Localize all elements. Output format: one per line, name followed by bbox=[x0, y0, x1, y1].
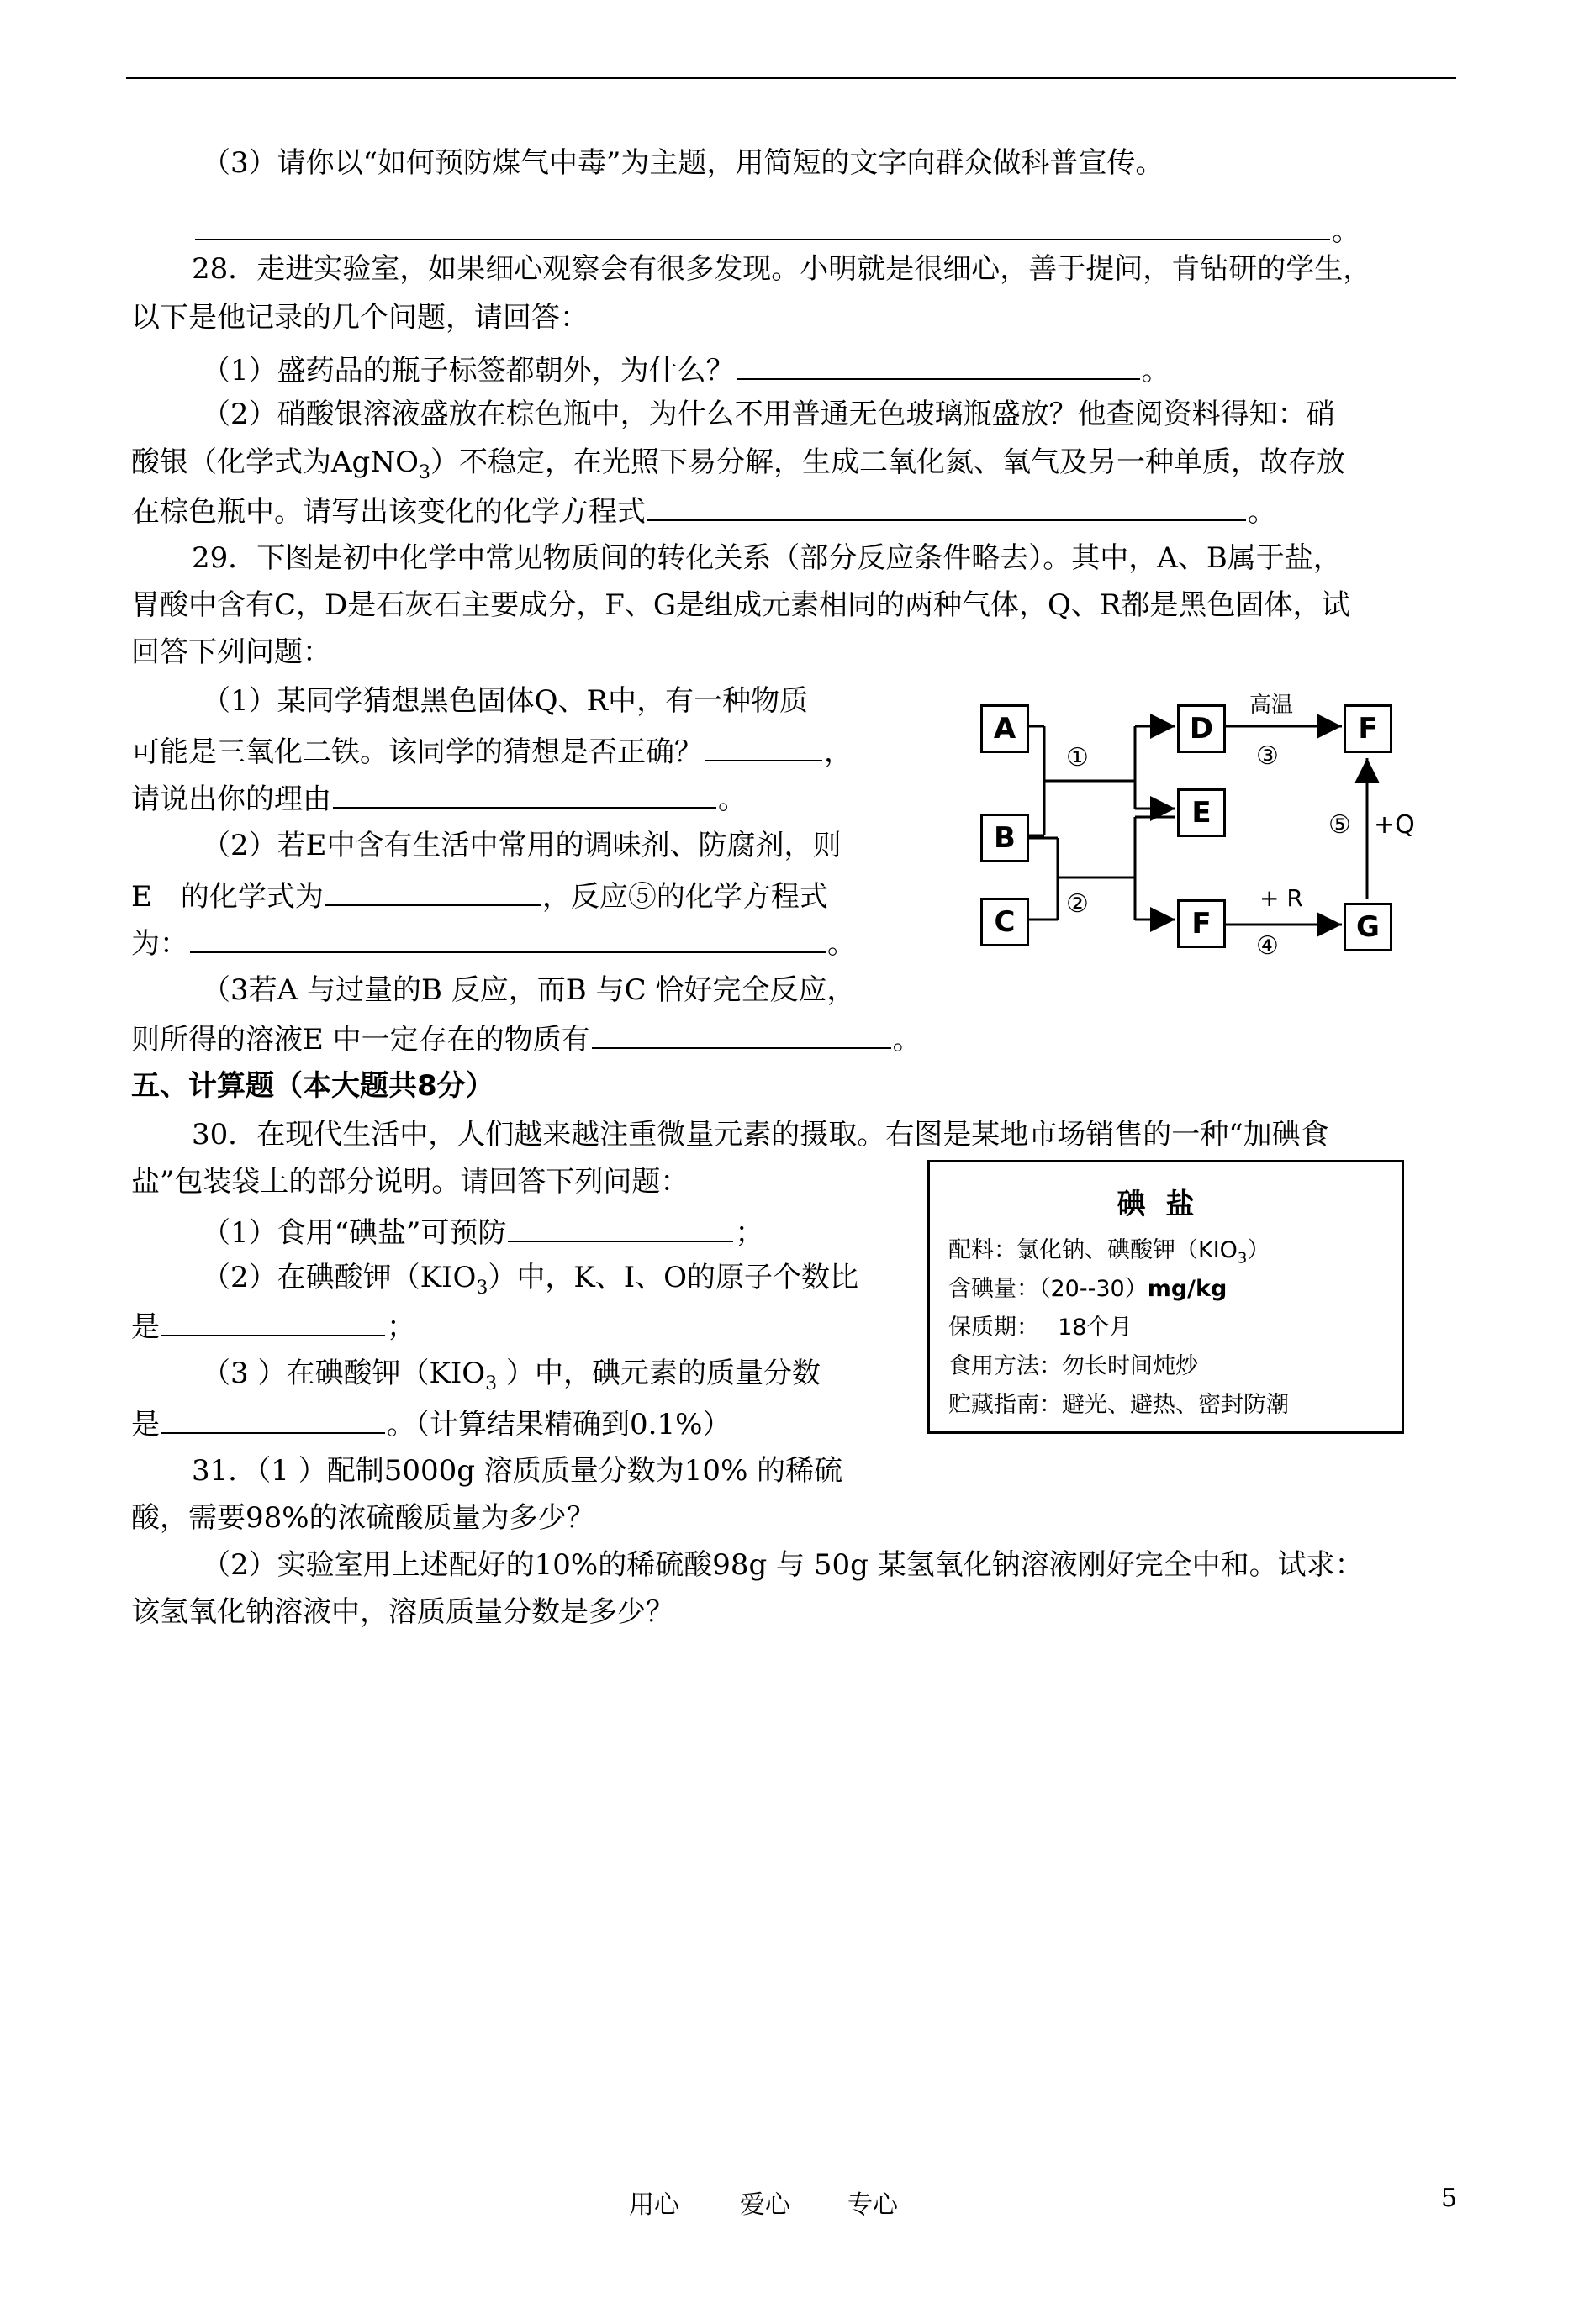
conversion-diagram bbox=[975, 682, 1421, 960]
reaction-label-4: ④ bbox=[1256, 931, 1279, 961]
salt-storage: 贮藏指南：避光、避热、密封防潮 bbox=[948, 1392, 1289, 1418]
salt-usage: 食用方法：勿长时间炖炒 bbox=[948, 1353, 1198, 1379]
question-29-1: （1）某同学猜想黑色固体Q、R中，有一种物质 bbox=[202, 684, 809, 718]
iodized-salt-label bbox=[927, 1160, 1404, 1434]
question-28-2-equation: 在棕色瓶中。请写出该变化的化学方程式 。 bbox=[131, 493, 1276, 529]
question-31-2-cont: 该氢氧化钠溶液中，溶质质量分数是多少？ bbox=[131, 1595, 674, 1629]
plus-q-label: +Q bbox=[1374, 810, 1415, 840]
question-29-stem: 29．下图是初中化学中常见物质间的转化关系（部分反应条件略去）。其中，A、B属于盐， bbox=[192, 541, 1342, 575]
footer-motto-2: 爱心 bbox=[740, 2190, 790, 2220]
diagram-node-a: A bbox=[980, 704, 1029, 753]
reaction-label-3: ③ bbox=[1256, 741, 1279, 771]
question-29-1-cont: 可能是三氧化二铁。该同学的猜想是否正确？ ， bbox=[131, 733, 853, 769]
question-29-1-reason: 请说出你的理由 。 bbox=[131, 780, 747, 816]
diagram-node-e: E bbox=[1177, 788, 1226, 837]
question-31-2: （2）实验室用上述配好的10%的稀硫酸98g 与 50g 某氢氧化钠溶液刚好完全中和。试求： bbox=[202, 1548, 1364, 1582]
question-28-2: （2）硝酸银溶液盛放在棕色瓶中，为什么不用普通无色玻璃瓶盛放？他查阅资料得知：硝 bbox=[202, 398, 1335, 431]
question-29-3: （3若A 与过量的B 反应，而B 与C 恰好完全反应， bbox=[202, 973, 856, 1007]
reaction-label-1: ① bbox=[1066, 743, 1089, 772]
diagram-node-b: B bbox=[980, 814, 1029, 862]
diagram-node-c: C bbox=[980, 898, 1029, 946]
diagram-node-d: D bbox=[1177, 704, 1226, 753]
reaction-label-2: ② bbox=[1066, 889, 1089, 919]
salt-ingredients: 配料：氯化钠、碘酸钾$(KIO_3)$ bbox=[948, 1237, 1270, 1267]
question-30-3-cont: 是 。（计算结果精确到0.1%） bbox=[131, 1405, 731, 1441]
question-30-2: （2）在碘酸钾$(KIO_3)$中，K、I、O的原子个数比 bbox=[202, 1261, 859, 1299]
question-29-2-equation: 为： 。 bbox=[131, 925, 856, 961]
question-29-2-cont: E 的化学式为 ，反应⑤的化学方程式 bbox=[131, 877, 828, 914]
diagram-node-g: G bbox=[1344, 903, 1392, 951]
salt-label-title: 碘盐 bbox=[1117, 1188, 1215, 1221]
question-31-1: 31．（1 ）配制5000g 溶质质量分数为10% 的稀硫 bbox=[192, 1454, 843, 1488]
question-28-stem-cont: 以下是他记录的几个问题，请回答： bbox=[131, 301, 589, 335]
question-27-3: （3）请你以“如何预防煤气中毒”为主题，用简短的文字向群众做科普宣传。 bbox=[202, 146, 1164, 180]
high-temp-label: 高温 bbox=[1249, 693, 1294, 718]
question-29-2: （2）若E中含有生活中常用的调味剂、防腐剂，则 bbox=[202, 829, 842, 862]
question-28-stem: 28．走进实验室，如果细心观察会有很多发现。小明就是很细心，善于提问，肯钻研的学生， bbox=[192, 252, 1372, 286]
section-five-heading: 五、计算题（本大题共8分） bbox=[131, 1069, 494, 1103]
salt-shelf-life: 保质期： 18个月 bbox=[948, 1315, 1133, 1341]
diagram-node-f-bottom: F bbox=[1177, 899, 1226, 948]
question-29-stem-end: 回答下列问题： bbox=[131, 635, 331, 669]
question-29-stem-cont: 胃酸中含有C，D是石灰石主要成分，F、G是组成元素相同的两种气体，Q、R都是黑色固体，试 bbox=[131, 588, 1350, 622]
question-29-3-cont: 则所得的溶液E 中一定存在的物质有 。 bbox=[131, 1020, 921, 1057]
question-31-1-cont: 酸，需要98%的浓硫酸质量为多少？ bbox=[131, 1501, 595, 1535]
question-30-2-cont: 是 ； bbox=[131, 1308, 415, 1344]
question-30-1: （1）食用“碘盐”可预防 ； bbox=[202, 1214, 763, 1250]
footer-motto-1: 用心 bbox=[629, 2190, 679, 2220]
answer-line-27-3: 。 bbox=[193, 212, 1360, 248]
plus-r-label: + R bbox=[1259, 884, 1303, 912]
question-30-stem-cont: 盐”包装袋上的部分说明。请回答下列问题： bbox=[131, 1165, 689, 1199]
footer-motto-3: 专心 bbox=[847, 2190, 898, 2220]
question-28-1: （1）盛药品的瓶子标签都朝外，为什么？ 。 bbox=[202, 351, 1170, 387]
question-28-2-cont: 酸银（化学式为AgNO$_3$）不稳定，在光照下易分解，生成二氧化氮、氧气及另一种单质，故存放 bbox=[131, 445, 1345, 483]
page-number: 5 bbox=[1441, 2184, 1458, 2213]
salt-iodine-content: 含碘量：（20--30）mg/kg bbox=[948, 1276, 1228, 1302]
question-30-3: （3 ）在碘酸钾（$KIO_3$ ）中，碘元素的质量分数 bbox=[202, 1357, 821, 1394]
question-30-stem: 30．在现代生活中，人们越来越注重微量元素的摄取。右图是某地市场销售的一种“加碘食 bbox=[192, 1118, 1329, 1151]
diagram-node-f-top: F bbox=[1344, 704, 1392, 753]
reaction-label-5: ⑤ bbox=[1328, 810, 1351, 840]
header-rule bbox=[126, 77, 1456, 79]
